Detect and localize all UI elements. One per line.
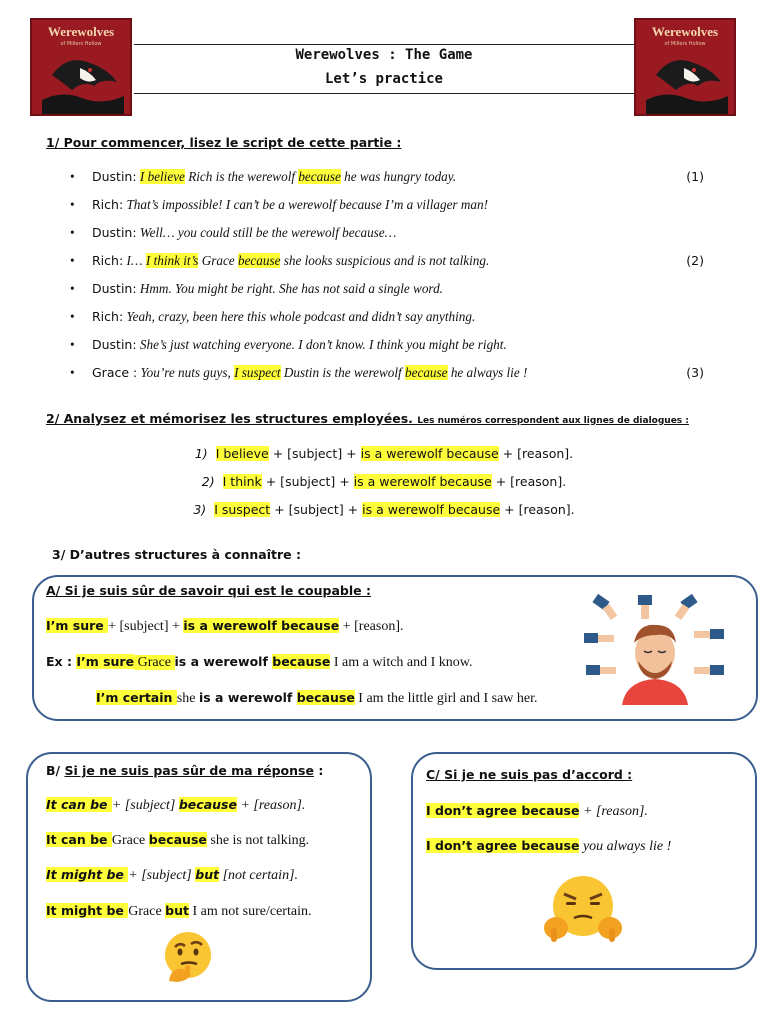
werewolf-hand-icon (32, 20, 132, 116)
highlight-phrase: because (237, 253, 281, 268)
text: [not certain]. (219, 868, 299, 883)
annoyed-face-icon (542, 872, 624, 944)
line-text: Rich is the werewolf (184, 169, 299, 184)
phrase: It can be (46, 832, 112, 847)
phrase: is a werewolf because (183, 618, 340, 633)
dialogue-line (70, 167, 720, 195)
line-text: I… (126, 253, 146, 268)
text: + [subject] (111, 798, 179, 813)
box-b-line1 (46, 797, 305, 814)
structure-1 (0, 443, 768, 465)
phrase: It might be (46, 867, 129, 882)
game-logo-right (634, 18, 736, 116)
game-logo-left (30, 18, 132, 116)
line-text: She’s just watching everyone. I don’t know. I think you might be right. (139, 337, 507, 352)
highlight-phrase: because (298, 169, 341, 184)
structure-reason: + [reason]. (500, 502, 575, 517)
structure-number: 1) (194, 446, 208, 461)
logo-subtitle: of Millers Hollow (664, 41, 706, 47)
box-c-title-text: C/ Si je ne suis pas d’accord : (426, 767, 633, 782)
phrase: I’m certain (96, 690, 177, 705)
header-rule-top (134, 44, 634, 45)
speaker-label: Rich: (92, 253, 124, 268)
line-text: Yeah, crazy, been here this whole podcast and didn’t say anything. (126, 309, 476, 324)
box-c-line2 (426, 838, 671, 855)
name: Grace (134, 655, 175, 670)
structure-subject: + [subject] + (270, 502, 363, 517)
ex-label: Ex : (46, 654, 77, 669)
header-rule-bottom (134, 93, 634, 94)
speaker-label: Dustin: (92, 225, 137, 240)
box-a-line2 (46, 654, 473, 671)
structure-verb: I think (222, 474, 262, 489)
box-b-title (46, 763, 323, 778)
dialogue-line (70, 363, 720, 391)
speaker-label: Rich: (92, 197, 124, 212)
box-a-title (46, 583, 371, 598)
box-a-line3 (96, 690, 538, 707)
dialogue-line (70, 251, 720, 279)
highlight-phrase: I believe (139, 169, 185, 184)
box-c-title (426, 767, 632, 782)
section1-heading: 1/ Pour commencer, lisez le script de cette partie : (46, 135, 402, 150)
phrase: I don’t agree because (426, 838, 580, 853)
line-text: Dustin is the werewolf (280, 365, 406, 380)
text: + [subject] (128, 868, 196, 883)
structure-3 (0, 499, 768, 521)
text: I am the little girl and I saw her. (354, 691, 538, 706)
dialogue-script (70, 167, 720, 391)
text: + [subject] + (108, 619, 184, 634)
structure-subject: + [subject] + (261, 474, 354, 489)
text: Grace (128, 904, 166, 919)
text: I am not sure/certain. (189, 904, 312, 919)
box-b-line3 (46, 867, 298, 884)
line-text: he was hungry today. (340, 169, 457, 184)
dialogue-line (70, 335, 720, 363)
phrase: It might be (46, 903, 129, 918)
line-text: Hmm. You might be right. She has not said a single word. (139, 281, 443, 296)
structure-subject: + [subject] + (268, 446, 361, 461)
line-text: You’re nuts guys, (140, 365, 235, 380)
speaker-label: Grace : (92, 365, 138, 380)
logo-title: Werewolves (651, 24, 719, 39)
accused-man-icon (582, 593, 730, 705)
structure-number: 2) (201, 474, 215, 489)
phrase: because (272, 654, 331, 669)
box-b-line2 (46, 832, 309, 849)
structure-reason: + [reason]. (491, 474, 567, 489)
box-a-title-text: A/ Si je suis sûr de savoir qui est le coupable : (46, 583, 371, 598)
phrase: I’m sure (76, 654, 135, 669)
highlight-phrase: I think it’s (145, 253, 199, 268)
logo-subtitle: of Millers Hollow (60, 41, 102, 47)
section2-heading (46, 411, 689, 426)
text: + [reason]. (236, 798, 306, 813)
text: I am a witch and I know. (330, 655, 473, 670)
dialogue-line (70, 223, 720, 251)
speaker-label: Rich: (92, 309, 124, 324)
page-subtitle: Let’s practice (324, 71, 443, 87)
structure-reason: + [reason]. (498, 446, 574, 461)
structure-werewolf: is a werewolf because (362, 502, 501, 517)
dialogue-line (70, 307, 720, 335)
speaker-label: Dustin: (92, 169, 137, 184)
dialogue-line (70, 195, 720, 223)
phrase: but (195, 867, 220, 882)
box-b-prefix: B/ (46, 763, 65, 778)
phrase: because (148, 832, 207, 847)
text: Grace (111, 833, 149, 848)
text: is a werewolf (174, 654, 273, 669)
text: + [reason]. (339, 619, 404, 634)
phrase: but (165, 903, 189, 918)
section2-note: Les numéros correspondent aux lignes de dialogues : (417, 416, 689, 426)
speaker-label: Dustin: (92, 281, 137, 296)
structure-werewolf: is a werewolf because (353, 474, 492, 489)
section3-heading: 3/ D’autres structures à connaître : (52, 547, 301, 562)
phrase: It can be (46, 797, 112, 812)
line-text: Well… you could still be the werewolf because… (139, 225, 397, 240)
box-b-title-text: Si je ne suis pas sûr de ma réponse (64, 763, 314, 778)
line-number: (3) (686, 365, 704, 380)
box-b-suffix: : (313, 763, 324, 778)
phrase: because (296, 690, 355, 705)
structure-number: 3) (193, 502, 207, 517)
line-number: (1) (686, 169, 704, 184)
structure-werewolf: is a werewolf because (360, 446, 499, 461)
structure-2 (0, 471, 768, 493)
line-text: he always lie ! (447, 365, 528, 380)
page-title: Werewolves : The Game (295, 47, 473, 63)
highlight-phrase: I suspect (234, 365, 281, 380)
text: + [reason]. (579, 804, 648, 819)
structure-verb: I believe (215, 446, 269, 461)
line-text: Grace (198, 253, 238, 268)
box-c-line1 (426, 803, 648, 820)
section2-title: 2/ Analysez et mémorisez les structures employées. (46, 411, 413, 426)
text: is a werewolf (198, 690, 297, 705)
line-number: (2) (686, 253, 704, 268)
phrase: I don’t agree because (426, 803, 580, 818)
phrase: because (178, 797, 237, 812)
structure-verb: I suspect (214, 502, 271, 517)
line-text: she looks suspicious and is not talking. (280, 253, 490, 268)
box-b-line4 (46, 903, 311, 920)
box-a-line1 (46, 618, 404, 635)
text: she (176, 691, 199, 706)
werewolf-hand-icon (636, 20, 736, 116)
highlight-phrase: because (405, 365, 448, 380)
phrase: I’m sure (46, 618, 109, 633)
text: she is not talking. (206, 833, 310, 848)
speaker-label: Dustin: (92, 337, 137, 352)
line-text: That’s impossible! I can’t be a werewolf because I’m a villager man! (126, 197, 488, 212)
logo-title: Werewolves (47, 24, 115, 39)
text: you always lie ! (579, 839, 672, 854)
thinking-face-icon (161, 929, 215, 983)
dialogue-line (70, 279, 720, 307)
